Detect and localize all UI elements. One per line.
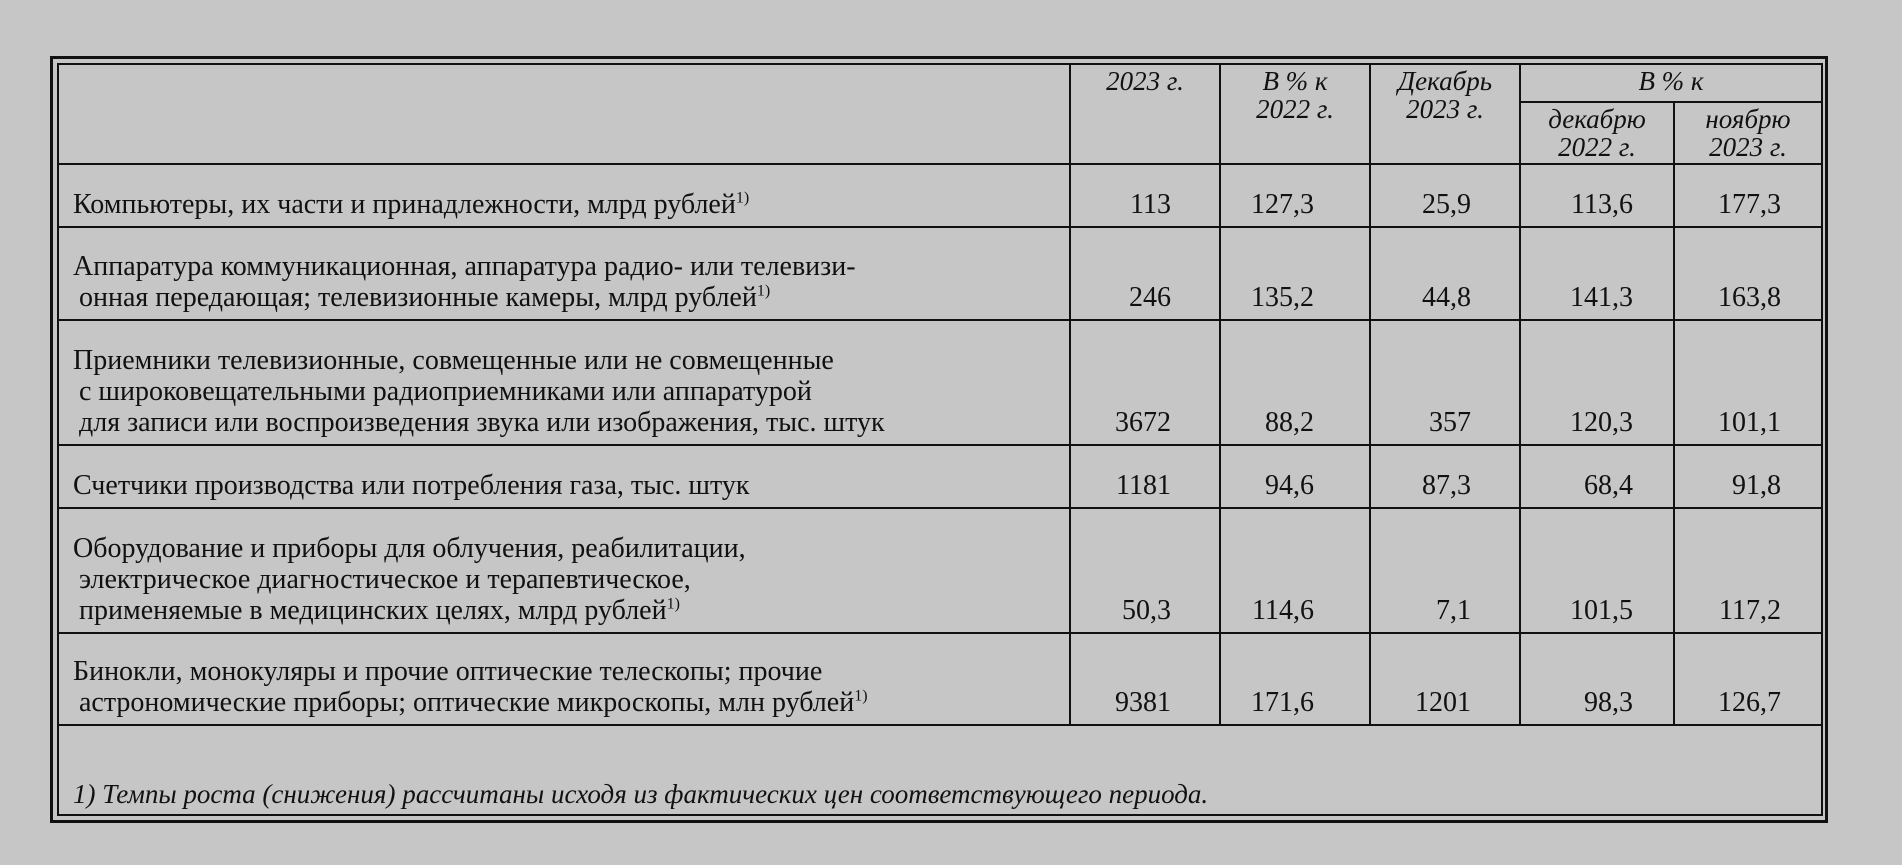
statistics-table bbox=[57, 63, 1823, 816]
value-pct-december: 120,3 bbox=[1520, 320, 1674, 445]
value-pct-2022: 171,6 bbox=[1220, 633, 1370, 725]
row-label-line: с широковещательными радиоприемниками или аппаратурой bbox=[79, 376, 812, 407]
footnote-marker: 1) bbox=[735, 189, 750, 207]
row-label-line: применяемые в медицинских целях, млрд рублей$^{1)}$ bbox=[79, 595, 680, 626]
value-pct-2022: 114,6 bbox=[1220, 508, 1370, 633]
value-pct-december: 68,4 bbox=[1520, 445, 1674, 508]
header-empty-cell bbox=[58, 64, 1070, 164]
footnote-row bbox=[58, 725, 1822, 815]
row-label-line: Приемники телевизионные, совмещенные или не совмещенные bbox=[73, 345, 834, 376]
header-pct-dec-2022: декабрю 2022 г. bbox=[1520, 102, 1674, 164]
value-2023: 3672 bbox=[1070, 320, 1220, 445]
row-label-line: Оборудование и приборы для облучения, реабилитации, bbox=[73, 533, 746, 564]
footnote-marker: 1) bbox=[666, 595, 680, 613]
table-row bbox=[58, 508, 1822, 633]
value-2023: 50,3 bbox=[1070, 508, 1220, 633]
table-row bbox=[58, 164, 1822, 227]
header-row-1 bbox=[58, 64, 1822, 102]
table-row bbox=[58, 633, 1822, 725]
value-pct-december: 101,5 bbox=[1520, 508, 1674, 633]
value-2023: 246 bbox=[1070, 227, 1220, 320]
value-pct-december: 98,3 bbox=[1520, 633, 1674, 725]
value-2023: 9381 bbox=[1070, 633, 1220, 725]
row-label-line: Бинокли, монокуляры и прочие оптические телескопы; прочие bbox=[73, 656, 823, 687]
table-body bbox=[58, 164, 1822, 725]
footnote-marker: 1) bbox=[854, 687, 868, 705]
row-label-line: Аппаратура коммуникационная, аппаратура радио- или телевизи- bbox=[73, 251, 856, 282]
value-pct-december: 113,6 bbox=[1520, 164, 1674, 227]
value-pct-2022: 88,2 bbox=[1220, 320, 1370, 445]
row-label-line: для записи или воспроизведения звука или изображения, тыс. штук bbox=[79, 407, 885, 438]
row-label bbox=[58, 508, 1070, 633]
row-label bbox=[58, 633, 1070, 725]
header-pct-2022: В % к 2022 г. bbox=[1220, 64, 1370, 164]
value-pct-december: 141,3 bbox=[1520, 227, 1674, 320]
value-december: 25,9 bbox=[1370, 164, 1520, 227]
header-pct-nov-2023: ноябрю 2023 г. bbox=[1674, 102, 1822, 164]
row-label bbox=[58, 445, 1070, 508]
value-pct-november: 163,8 bbox=[1674, 227, 1822, 320]
value-pct-november: 126,7 bbox=[1674, 633, 1822, 725]
footnote-marker: 1) bbox=[756, 282, 771, 300]
value-pct-november: 91,8 bbox=[1674, 445, 1822, 508]
value-december: 87,3 bbox=[1370, 445, 1520, 508]
value-december: 7,1 bbox=[1370, 508, 1520, 633]
value-pct-2022: 94,6 bbox=[1220, 445, 1370, 508]
header-december-2023: Декабрь 2023 г. bbox=[1370, 64, 1520, 164]
value-pct-2022: 135,2 bbox=[1220, 227, 1370, 320]
value-pct-november: 117,2 bbox=[1674, 508, 1822, 633]
value-december: 44,8 bbox=[1370, 227, 1520, 320]
row-label-line: онная передающая; телевизионные камеры, млрд рублей$^{1)}$ bbox=[79, 282, 771, 313]
row-label-line: астрономические приборы; оптические микроскопы, млн рублей$^{1)}$ bbox=[79, 687, 868, 718]
row-label bbox=[58, 227, 1070, 320]
table-frame bbox=[50, 56, 1828, 823]
table-row bbox=[58, 227, 1822, 320]
value-2023: 113 bbox=[1070, 164, 1220, 227]
header-pct-group: В % к bbox=[1520, 64, 1822, 102]
value-december: 357 bbox=[1370, 320, 1520, 445]
row-label-line: Компьютеры, их части и принадлежности, млрд рублей$^{1)}$ bbox=[73, 189, 750, 220]
value-pct-november: 101,1 bbox=[1674, 320, 1822, 445]
value-pct-2022: 127,3 bbox=[1220, 164, 1370, 227]
row-label bbox=[58, 164, 1070, 227]
value-december: 1201 bbox=[1370, 633, 1520, 725]
row-label-line: электрическое диагностическое и терапевтическое, bbox=[79, 564, 691, 595]
footnote: 1) Темпы роста (снижения) рассчитаны исходя из фактических цен соответствующего периода. bbox=[58, 725, 1822, 815]
table-row bbox=[58, 445, 1822, 508]
row-label bbox=[58, 320, 1070, 445]
value-pct-november: 177,3 bbox=[1674, 164, 1822, 227]
header-2023: 2023 г. bbox=[1070, 64, 1220, 164]
table-row bbox=[58, 320, 1822, 445]
row-label-line: Счетчики производства или потребления газа, тыс. штук bbox=[73, 470, 750, 501]
value-2023: 1181 bbox=[1070, 445, 1220, 508]
